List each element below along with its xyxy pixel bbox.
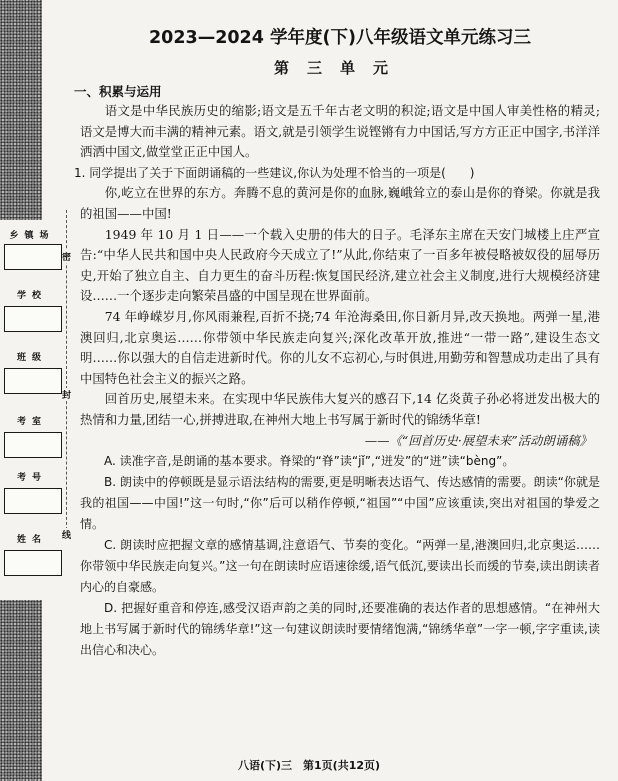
name-input-box[interactable]	[4, 550, 62, 576]
section-intro: 语文是中华民族历史的缩影;语文是五千年古老文明的积淀;语文是中国人审美性格的精灵;语文是博大而丰满的精神元素。语文,就是引领学生说铿锵有力中国话,写方方正正中国字,书洋洋洒洒中国文,做堂堂正正中国人。	[80, 103, 600, 160]
passage-paragraph-2: 1949 年 10 月 1 日——一个载入史册的伟大的日子。毛泽东主席在天安门城楼上庄严宣告:“中华人民共和国中央人民政府今天成立了!”从此,你结束了一百多年被侵略被奴役的屈辱历史,开始了独立自主、自力更生的奋斗历程:恢复国民经济,建立社会主义制度,进行大规模经济建设……一个逐步走向繁荣昌盛的中国呈现在世界面前。	[80, 226, 600, 304]
field-label-school: 学校	[16, 291, 47, 301]
passage-paragraph-1: 你,屹立在世界的东方。奔腾不息的黄河是你的血脉,巍峨耸立的泰山是你的脊梁。你就是我的祖国——中国!	[80, 185, 600, 221]
student-info-column	[0, 220, 66, 600]
class-input-box[interactable]	[4, 368, 62, 394]
field-label-township: 乡镇场	[9, 231, 55, 241]
seal-char-mi: 密	[62, 250, 71, 263]
exam-number-input-box[interactable]	[4, 488, 62, 514]
section-heading: 一、积累与运用	[74, 84, 162, 99]
exam-title: 2023—2024 学年度(下)八年级语文单元练习三	[149, 28, 531, 48]
option-d: D. 把握好重音和停连,感受汉语声韵之美的同时,还要准确的表达作者的思想感情。“在神州大地上书写属于新时代的锦绣华章!”这一句建议朗读时要情绪饱满,“锦绣华章”一字一顿,字字重读,读出信心和决心。	[80, 601, 600, 658]
field-label-exam-number: 考号	[16, 473, 47, 483]
field-label-name: 姓名	[16, 535, 47, 545]
option-a: A. 读准字音,是朗诵的基本要求。脊梁的“脊”读“jǐ”,“迸发”的“迸”读“bèng”。	[104, 454, 515, 469]
school-input-box[interactable]	[4, 306, 62, 332]
exam-content	[74, 24, 600, 661]
field-label-class: 班级	[16, 353, 47, 363]
passage-paragraph-3: 74 年峥嵘岁月,你风雨兼程,百折不挠;74 年沧海桑田,你日新月异,改天换地。两弹一星,港澳回归,北京奥运……你带领中华民族走向复兴;深化改革开放,推进“一带一路”,建设生态文明……你以强大的自信走进新时代。你的儿女不忘初心,与时俱进,用勤劳和智慧成功走出了具有中国特色社会主义的振兴之路。	[80, 308, 600, 386]
unit-heading: 第三单元	[273, 59, 406, 77]
seal-char-xian: 线	[62, 528, 71, 541]
exam-room-input-box[interactable]	[4, 432, 62, 458]
township-input-box[interactable]	[4, 244, 62, 270]
page-footer: 八语(下)三 第1页(共12页)	[237, 759, 381, 772]
option-b: B. 朗读中的停顿既是显示语法结构的需要,更是明晰表达语气、传达感情的需要。朗读“你就是我的祖国——中国!”这一句时,“你”后可以稍作停顿,“祖国”“中国”应该重读,突出对祖国的挚爱之情。	[80, 475, 600, 532]
passage-paragraph-4: 回首历史,展望未来。在实现中华民族伟大复兴的感召下,14 亿炎黄子孙必将迸发出极大的热情和力量,团结一心,拼搏进取,在神州大地上书写属于新时代的锦绣华章!	[80, 391, 600, 427]
question-1-prompt: 1. 同学提出了关于下面朗诵稿的一些建议,你认为处理不恰当的一项是( )	[74, 165, 475, 180]
passage-source: ——《“回首历史·展望未来”活动朗诵稿》	[364, 432, 592, 448]
seal-char-feng: 封	[62, 388, 71, 401]
option-c: C. 朗读时应把握文章的感情基调,注意语气、节奏的变化。“两弹一星,港澳回归,北京奥运……你带领中华民族走向复兴。”这一句在朗读时应语速徐缓,语气低沉,要读出长而缓的节奏,读出朗读者内心的自豪感。	[80, 538, 600, 595]
field-label-exam-room: 考室	[16, 417, 47, 427]
